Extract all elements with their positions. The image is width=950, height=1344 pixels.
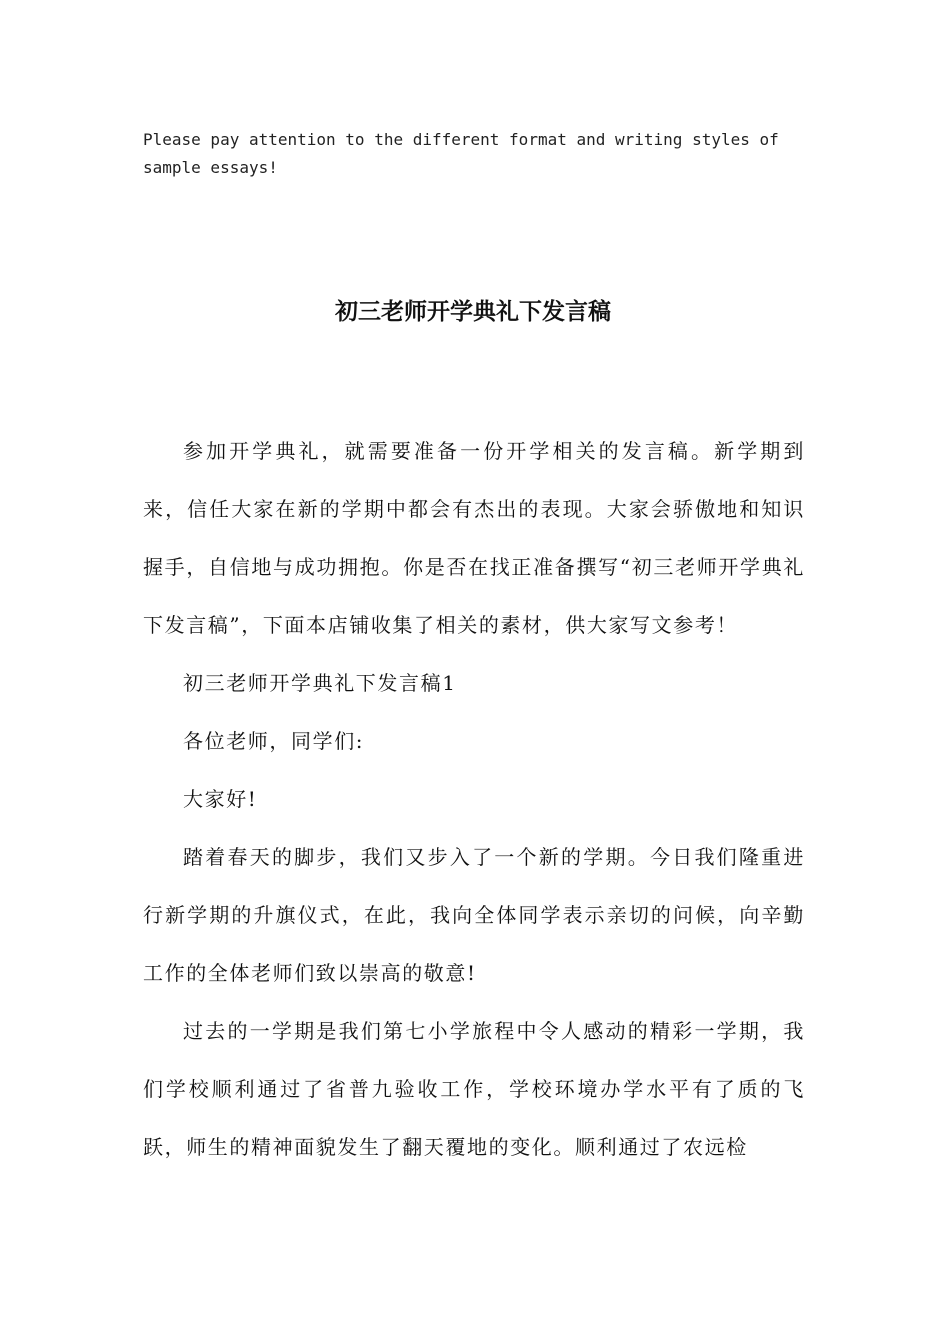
- greeting: 大家好!: [183, 787, 258, 811]
- document-title: 初三老师开学典礼下发言稿: [335, 299, 611, 325]
- format-notice: Please pay attention to the different format and writing styles of sample essays!: [143, 130, 779, 177]
- document-body: [143, 422, 805, 1176]
- paragraph-intro: 参加开学典礼，就需要准备一份开学相关的发言稿。新学期到来，信任大家在新的学期中都会有杰出的表现。大家会骄傲地和知识握手，自信地与成功拥抱。你是否在找正准备撰写“初三老师开学典礼下发言稿”，下面本店铺收集了相关的素材，供大家写文参考！: [143, 439, 805, 637]
- salutation: 各位老师，同学们:: [183, 729, 365, 753]
- section-heading: 初三老师开学典礼下发言稿1: [183, 671, 457, 695]
- paragraph: 过去的一学期是我们第七小学旅程中令人感动的精彩一学期，我们学校顺利通过了省普九验收工作，学校环境办学水平有了质的飞跃，师生的精神面貌发生了翻天覆地的变化。顺利通过了农远检: [143, 1019, 805, 1159]
- paragraph: 踏着春天的脚步，我们又步入了一个新的学期。今日我们隆重进行新学期的升旗仪式，在此，我向全体同学表示亲切的问候，向辛勤工作的全体老师们致以崇高的敬意!: [143, 845, 805, 985]
